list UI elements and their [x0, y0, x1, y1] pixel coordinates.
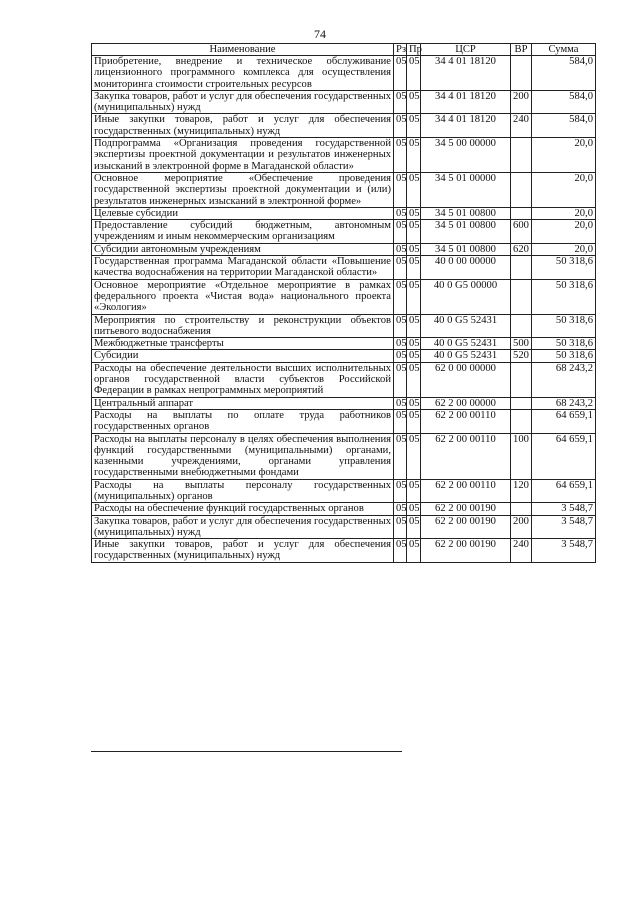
table-row	[92, 350, 596, 362]
cell-sum: 50 318,6	[532, 350, 596, 362]
cell-vr	[511, 314, 532, 338]
cell-pr: 05	[407, 479, 421, 503]
table-row	[92, 90, 596, 114]
cell-csr: 34 5 01 00800	[421, 243, 511, 255]
cell-rz: 05	[394, 256, 407, 280]
cell-sum: 584,0	[532, 56, 596, 91]
cell-vr: 600	[511, 220, 532, 244]
cell-vr	[511, 397, 532, 409]
header-sum: Сумма	[532, 44, 596, 56]
cell-rz: 05	[394, 138, 407, 173]
cell-csr: 34 4 01 18120	[421, 114, 511, 138]
cell-vr: 100	[511, 433, 532, 479]
cell-rz: 05	[394, 338, 407, 350]
cell-csr: 34 5 01 00800	[421, 207, 511, 219]
cell-csr: 40 0 00 00000	[421, 256, 511, 280]
cell-name: Закупка товаров, работ и услуг для обеспечения государственных (муниципальных) нужд	[92, 515, 394, 539]
cell-rz: 05	[394, 243, 407, 255]
cell-pr: 05	[407, 350, 421, 362]
table-row	[92, 433, 596, 479]
cell-sum: 64 659,1	[532, 433, 596, 479]
table-row	[92, 397, 596, 409]
table-row	[92, 207, 596, 219]
cell-csr: 34 4 01 18120	[421, 90, 511, 114]
table-row	[92, 243, 596, 255]
cell-rz: 05	[394, 279, 407, 314]
cell-name: Расходы на выплаты персоналу государственных (муниципальных) органов	[92, 479, 394, 503]
cell-rz: 05	[394, 397, 407, 409]
cell-sum: 50 318,6	[532, 314, 596, 338]
cell-sum: 20,0	[532, 220, 596, 244]
cell-pr: 05	[407, 114, 421, 138]
cell-vr: 620	[511, 243, 532, 255]
cell-csr: 62 2 00 00110	[421, 433, 511, 479]
cell-csr: 62 2 00 00190	[421, 503, 511, 515]
cell-sum: 20,0	[532, 172, 596, 207]
cell-name: Основное мероприятие «Отдельное мероприятие в рамках федерального проекта «Чистая вода» национального проекта «Экология»	[92, 279, 394, 314]
cell-rz: 05	[394, 539, 407, 563]
table-row	[92, 279, 596, 314]
table-row	[92, 138, 596, 173]
cell-pr: 05	[407, 172, 421, 207]
cell-csr: 40 0 G5 52431	[421, 338, 511, 350]
cell-pr: 05	[407, 397, 421, 409]
cell-csr: 40 0 G5 52431	[421, 350, 511, 362]
cell-vr: 240	[511, 539, 532, 563]
cell-pr: 05	[407, 314, 421, 338]
cell-pr: 05	[407, 539, 421, 563]
cell-sum: 3 548,7	[532, 503, 596, 515]
cell-pr: 05	[407, 338, 421, 350]
cell-csr: 34 4 01 18120	[421, 56, 511, 91]
table-row	[92, 362, 596, 397]
cell-rz: 05	[394, 409, 407, 433]
cell-pr: 05	[407, 256, 421, 280]
page-number: 74	[314, 27, 326, 41]
table-row	[92, 256, 596, 280]
cell-rz: 05	[394, 314, 407, 338]
cell-name: Субсидии автономным учреждениям	[92, 243, 394, 255]
cell-csr: 62 2 00 00190	[421, 515, 511, 539]
cell-rz: 05	[394, 220, 407, 244]
cell-sum: 584,0	[532, 114, 596, 138]
header-name: Наименование	[92, 44, 394, 56]
table-row	[92, 409, 596, 433]
cell-pr: 05	[407, 279, 421, 314]
cell-vr: 520	[511, 350, 532, 362]
cell-sum: 20,0	[532, 207, 596, 219]
cell-csr: 40 0 G5 52431	[421, 314, 511, 338]
cell-csr: 40 0 G5 00000	[421, 279, 511, 314]
cell-sum: 3 548,7	[532, 539, 596, 563]
cell-name: Закупка товаров, работ и услуг для обеспечения государственных (муниципальных) нужд	[92, 90, 394, 114]
cell-name: Предоставление субсидий бюджетным, автономным учреждениям и иным некоммерческим организациям	[92, 220, 394, 244]
cell-name: Расходы на выплаты персоналу в целях обеспечения выполнения функций государственными (муниципальными) органами, казенными учреждениями, органами управления государственными внебюджетными фондами	[92, 433, 394, 479]
cell-csr: 34 5 00 00000	[421, 138, 511, 173]
header-rz: Рз	[394, 44, 407, 56]
cell-vr	[511, 172, 532, 207]
cell-pr: 05	[407, 362, 421, 397]
cell-sum: 64 659,1	[532, 479, 596, 503]
cell-vr: 240	[511, 114, 532, 138]
cell-sum: 3 548,7	[532, 515, 596, 539]
cell-rz: 05	[394, 56, 407, 91]
cell-sum: 50 318,6	[532, 256, 596, 280]
cell-pr: 05	[407, 207, 421, 219]
cell-pr: 05	[407, 409, 421, 433]
header-vr: ВР	[511, 44, 532, 56]
cell-pr: 05	[407, 56, 421, 91]
table-row	[92, 539, 596, 563]
budget-table	[91, 43, 596, 563]
cell-sum: 68 243,2	[532, 397, 596, 409]
table-row	[92, 220, 596, 244]
cell-pr: 05	[407, 138, 421, 173]
cell-sum: 64 659,1	[532, 409, 596, 433]
cell-rz: 05	[394, 515, 407, 539]
cell-rz: 05	[394, 172, 407, 207]
cell-pr: 05	[407, 243, 421, 255]
cell-vr: 200	[511, 515, 532, 539]
cell-vr: 500	[511, 338, 532, 350]
cell-csr: 62 2 00 00110	[421, 409, 511, 433]
table-row	[92, 314, 596, 338]
table-row	[92, 479, 596, 503]
table-row	[92, 114, 596, 138]
table-row	[92, 503, 596, 515]
cell-rz: 05	[394, 362, 407, 397]
cell-pr: 05	[407, 220, 421, 244]
cell-name: Целевые субсидии	[92, 207, 394, 219]
cell-vr	[511, 207, 532, 219]
cell-pr: 05	[407, 515, 421, 539]
cell-name: Расходы на обеспечение деятельности высших исполнительных органов государственной власти субъектов Российской Федерации в рамках непрограммных мероприятий	[92, 362, 394, 397]
cell-name: Государственная программа Магаданской области «Повышение качества водоснабжения на территории Магаданской области»	[92, 256, 394, 280]
header-csr: ЦСР	[421, 44, 511, 56]
cell-name: Субсидии	[92, 350, 394, 362]
table-row	[92, 172, 596, 207]
cell-vr: 200	[511, 90, 532, 114]
cell-sum: 50 318,6	[532, 338, 596, 350]
cell-name: Мероприятия по строительству и реконструкции объектов питьевого водоснабжения	[92, 314, 394, 338]
cell-pr: 05	[407, 433, 421, 479]
cell-vr	[511, 256, 532, 280]
header-pr: Пр	[407, 44, 421, 56]
cell-sum: 20,0	[532, 138, 596, 173]
table-row	[92, 56, 596, 91]
cell-name: Приобретение, внедрение и техническое обслуживание лицензионного программного комплекса для осуществления мониторинга стоимости строительных ресурсов	[92, 56, 394, 91]
table-header-row	[92, 44, 596, 56]
cell-vr	[511, 409, 532, 433]
cell-vr	[511, 138, 532, 173]
cell-vr	[511, 56, 532, 91]
cell-csr: 34 5 01 00800	[421, 220, 511, 244]
cell-rz: 05	[394, 207, 407, 219]
cell-vr	[511, 279, 532, 314]
cell-name: Центральный аппарат	[92, 397, 394, 409]
cell-sum: 20,0	[532, 243, 596, 255]
cell-csr: 62 2 00 00190	[421, 539, 511, 563]
cell-rz: 05	[394, 433, 407, 479]
cell-name: Расходы на обеспечение функций государственных органов	[92, 503, 394, 515]
table-row	[92, 338, 596, 350]
cell-vr	[511, 362, 532, 397]
cell-sum: 584,0	[532, 90, 596, 114]
cell-name: Иные закупки товаров, работ и услуг для обеспечения государственных (муниципальных) нужд	[92, 539, 394, 563]
cell-csr: 62 2 00 00110	[421, 479, 511, 503]
cell-pr: 05	[407, 90, 421, 114]
cell-sum: 68 243,2	[532, 362, 596, 397]
cell-csr: 62 0 00 00000	[421, 362, 511, 397]
cell-rz: 05	[394, 479, 407, 503]
cell-csr: 34 5 01 00000	[421, 172, 511, 207]
cell-rz: 05	[394, 503, 407, 515]
table-row	[92, 515, 596, 539]
cell-rz: 05	[394, 90, 407, 114]
cell-name: Подпрограмма «Организация проведения государственной экспертизы проектной документации и результатов инженерных изысканий в электронной форме в Магаданской области»	[92, 138, 394, 173]
cell-name: Межбюджетные трансферты	[92, 338, 394, 350]
cell-name: Основное мероприятие «Обеспечение проведения государственной экспертизы проектной документации и (или) результатов инженерных изысканий в электронной форме»	[92, 172, 394, 207]
cell-pr: 05	[407, 503, 421, 515]
cell-vr: 120	[511, 479, 532, 503]
cell-rz: 05	[394, 114, 407, 138]
cell-sum: 50 318,6	[532, 279, 596, 314]
footer-divider	[91, 751, 402, 752]
cell-name: Расходы на выплаты по оплате труда работников государственных органов	[92, 409, 394, 433]
cell-rz: 05	[394, 350, 407, 362]
cell-name: Иные закупки товаров, работ и услуг для обеспечения государственных (муниципальных) нужд	[92, 114, 394, 138]
cell-vr	[511, 503, 532, 515]
cell-csr: 62 2 00 00000	[421, 397, 511, 409]
